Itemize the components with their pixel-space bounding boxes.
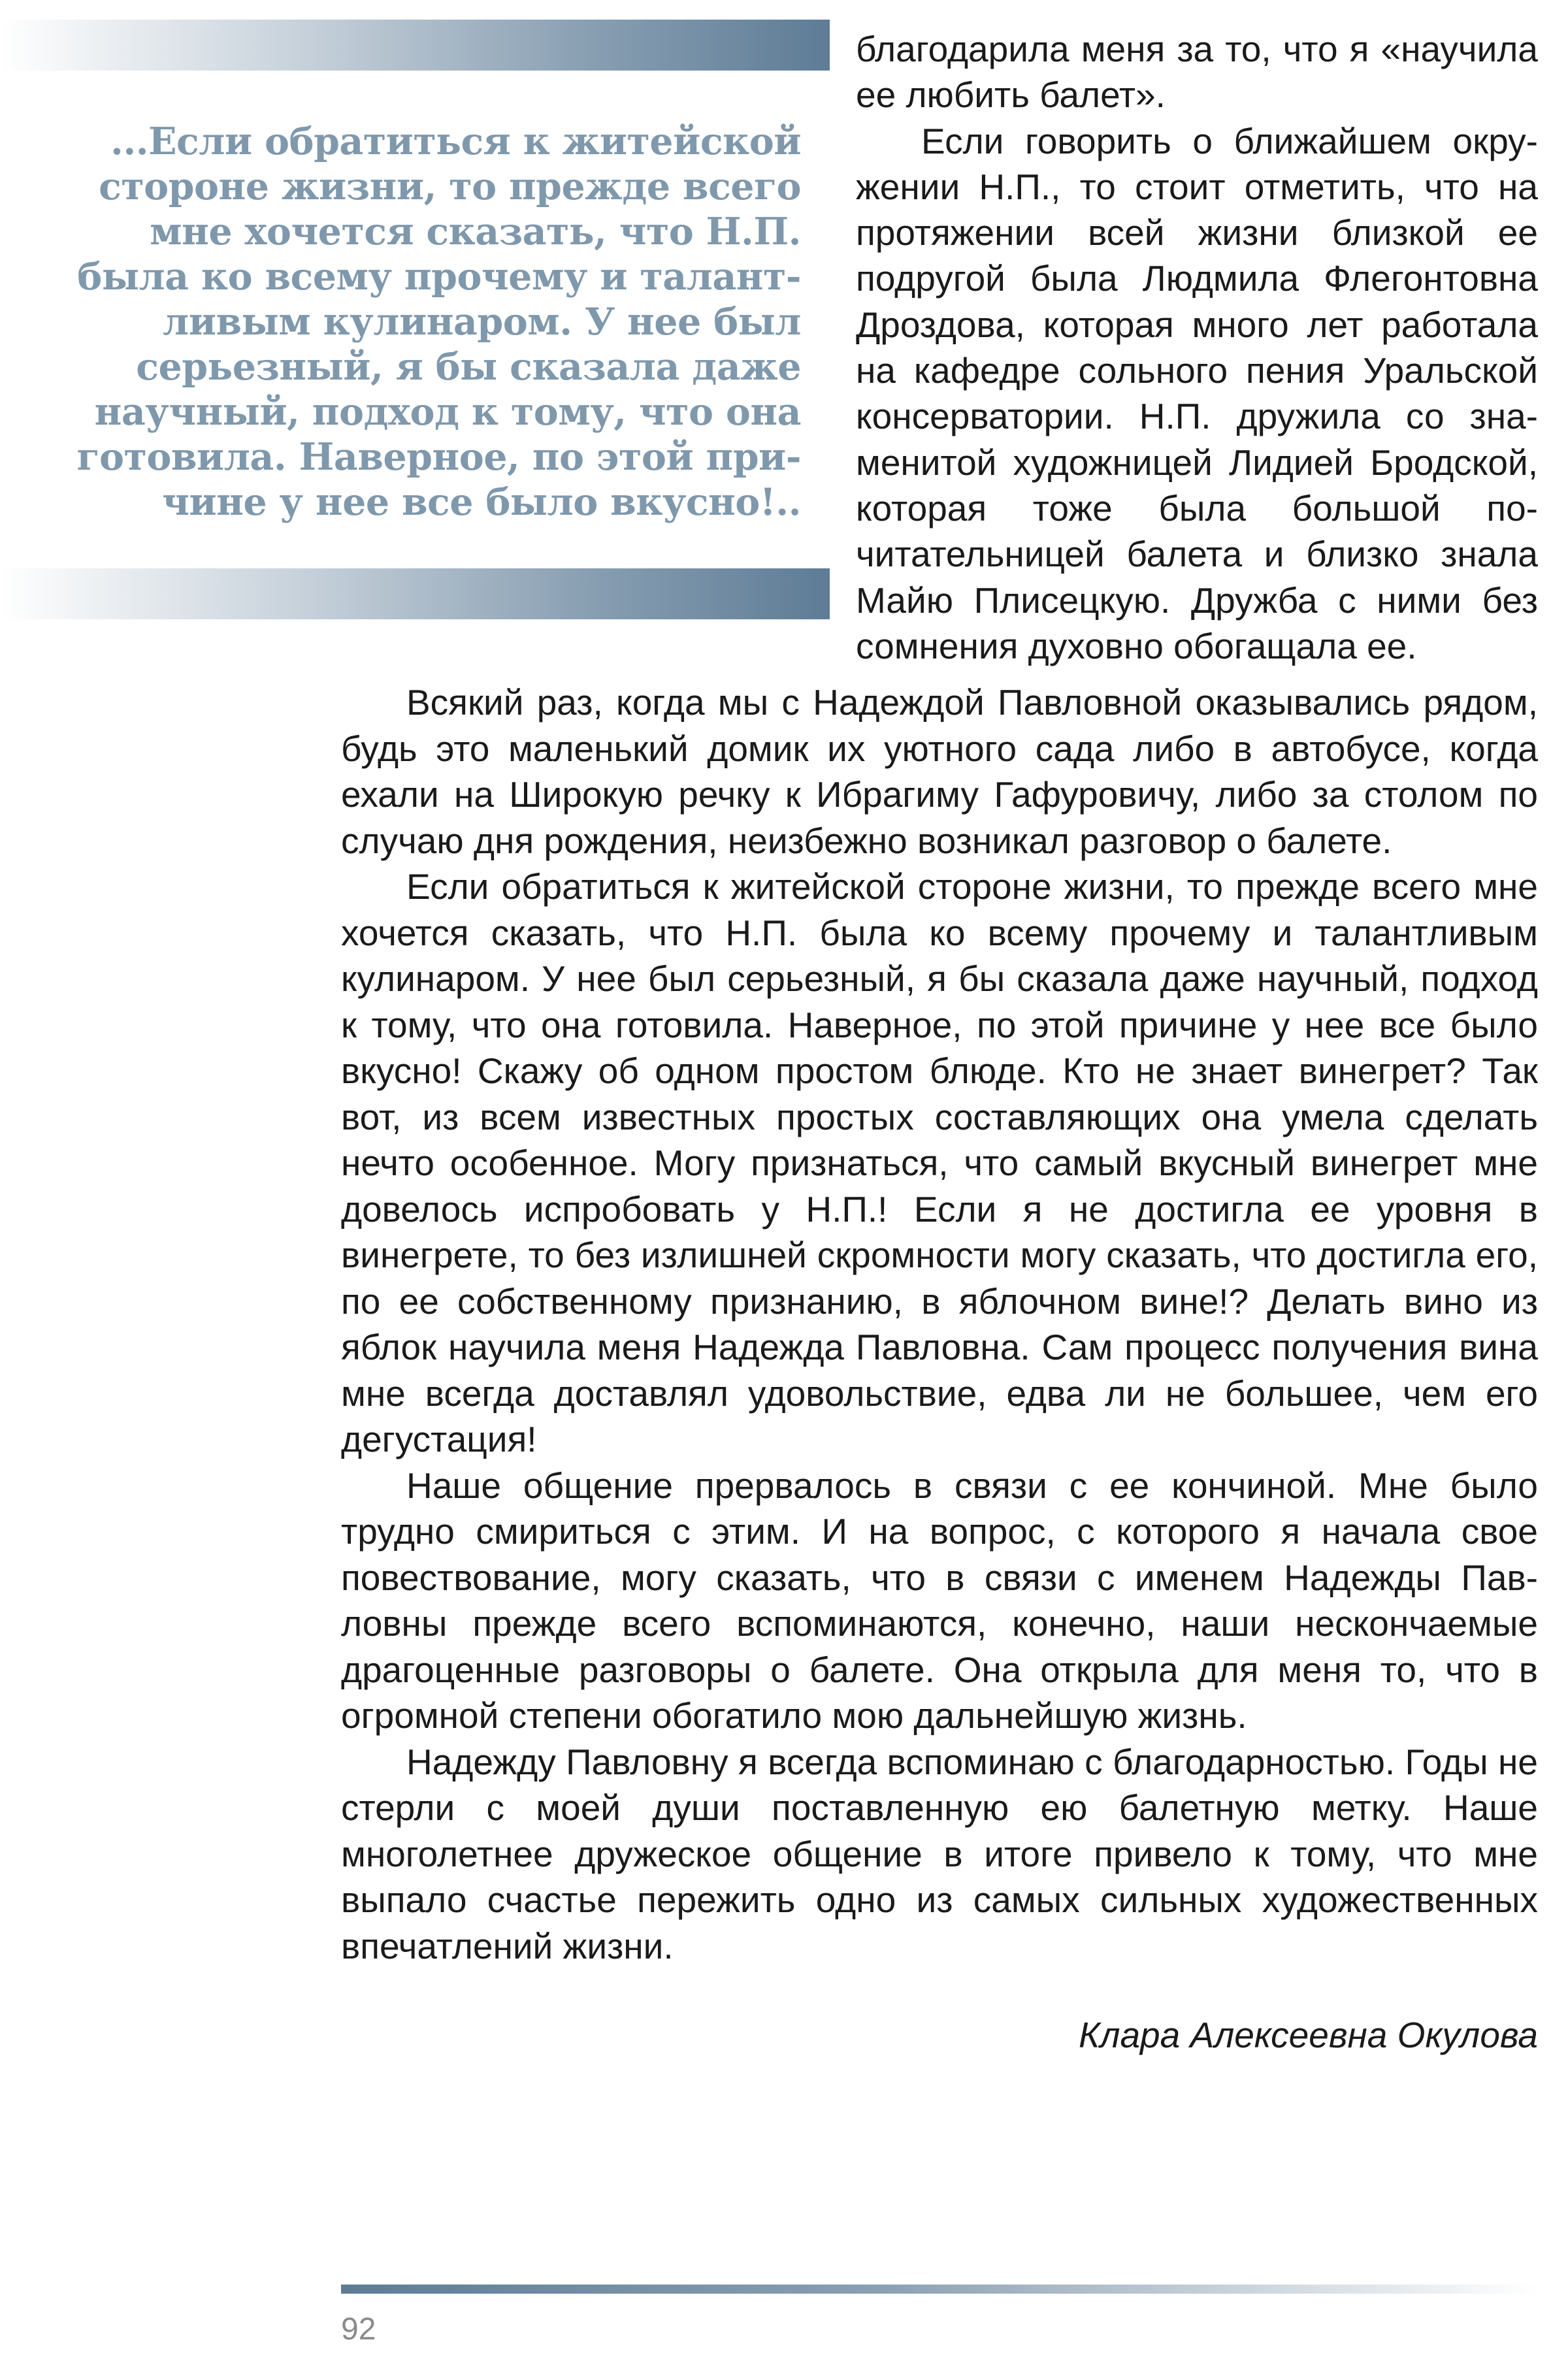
paragraph: Если обратиться к житейской стороне жизни, то прежде всего мне хочется сказать, что Н.П. была ко всему прочему и талантливым кулинаром. У нее был серьезный, я бы сказала даже научный, подход к тому, что она готовила. Наверное, по этой причине у нее все было вкусно! Скажу об одном простом блюде. Кто не знает винегрет? Так вот, из всем известных простых составляющих она умела сделать нечто особенное. Могу признаться, что самый вкусный винегрет мне довелось испробовать у Н.П.! Если я не достигла ее уровня в винегрете, то без излишней скромности могу сказать, что достигла его, по ее собственному признанию, в яблочном вине!? Делать вино из яблок научила меня Надежда Павловна. Сам процесс получения вина мне всегда доставлял удовольствие, едва ли не большее, чем его дегустация! bbox=[341, 866, 1538, 1459]
pullquote-line: мне хочется сказать, что Н.П. bbox=[150, 210, 801, 253]
pullquote-line: научный, подход к тому, что она bbox=[94, 390, 801, 434]
main-text bbox=[341, 679, 1538, 1969]
pullquote bbox=[39, 119, 801, 525]
pullquote-line: ливым кулинаром. У нее был bbox=[163, 300, 801, 344]
pullquote-line: была ко всему прочему и талант- bbox=[77, 255, 801, 299]
pullquote-top-bar bbox=[0, 20, 830, 71]
pullquote-line: чине у нее все было вкусно!.. bbox=[162, 480, 801, 524]
pullquote-line: ...Если обратиться к житейской bbox=[110, 120, 801, 163]
pullquote-line: готовила. Наверное, по этой при- bbox=[76, 435, 801, 479]
paragraph: Всякий раз, когда мы с Надеждой Павловной оказывались рядом, будь это маленький домик их уютного сада либо в автобусе, когда ехали на Широкую речку к Ибрагиму Гафуровичу, либо за столом по случаю дня рождения, неизбежно возникал разговор о балете. bbox=[341, 682, 1538, 861]
paragraph: Надежду Павловну я всегда вспоминаю с благодарностью. Годы не стерли с моей души поставленную ею балетную метку. Наше многолетнее дружеское общение в итоге привело к тому, что мне выпало счастье пережить одно из самых сильных художественных впечатлений жизни. bbox=[341, 1741, 1538, 1966]
pullquote-line: стороне жизни, то прежде всего bbox=[99, 165, 801, 208]
pullquote-line: серьезный, я бы сказала даже bbox=[136, 345, 801, 389]
right-column bbox=[856, 26, 1538, 669]
author-signature: Клара Алексеевна Окулова bbox=[1079, 2015, 1538, 2055]
page-number: 92 bbox=[341, 2312, 376, 2347]
paragraph: Если говорить о ближайшем окружении Н.П., то стоит отметить, что на протяжении всей жизни близкой ее подругой была Людмила Флегонтовна Дроздова, которая много лет работала на кафедре сольного пения Уральской консерватории. Н.П. дружила со знаменитой художницей Лидией Бродской, которая тоже была большой почитательницей балета и близко знала Майю Плисецкую. Дружба с ними без сомнения духовно обогащала ее. bbox=[856, 120, 1538, 666]
paragraph: Наше общение прервалось в связи с ее кончиной. Мне было трудно смириться с этим. И на вопрос, с которого я начала свое повествование, могу сказать, что в связи с именем Надежды Павловны прежде всего вспоминаются, конечно, наши нескончаемые драгоценные разговоры о балете. Она открыла для меня то, что в огромной степени обогатило мою дальнейшую жизнь. bbox=[341, 1465, 1538, 1736]
footer-rule bbox=[341, 2285, 1538, 2294]
paragraph-continuation: благодарила меня за то, что я «научила ее любить балет». bbox=[856, 29, 1538, 116]
pullquote-bottom-bar bbox=[0, 568, 830, 619]
